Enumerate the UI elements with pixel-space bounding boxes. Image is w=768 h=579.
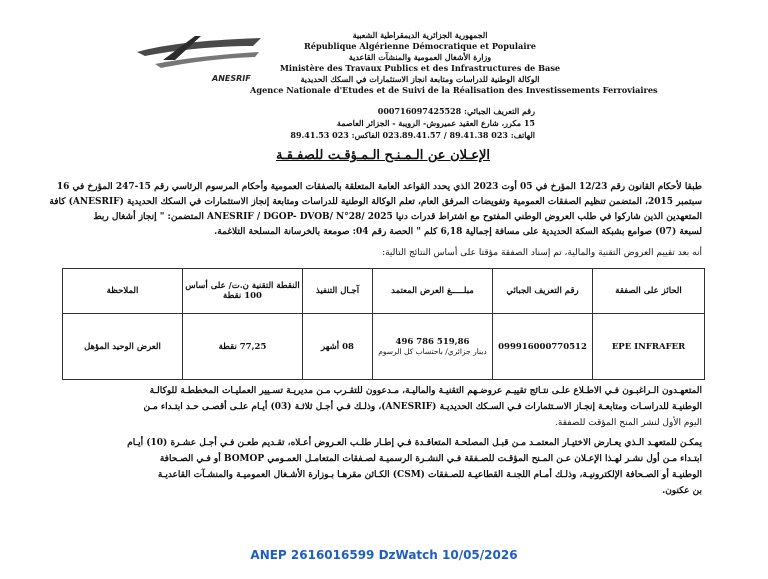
col-header-score: النقطة التقنية ن.ت/ على أساس 100 نقطة: [183, 269, 303, 314]
header-fr-line3: Agence Nationale d'Etudes et de Suivi de la Réalisation des Investissements Ferroviaires: [250, 85, 658, 95]
intro-line-3: المتعهدين الذين شاركوا في طلب العروض الوطني المفتوح مع اشتراط قدرات دنيا ANESRIF / DGOP- DVOB/ N°28/ 2025 المتضمن: " إنجاز أشغال ربط: [93, 212, 702, 222]
body-p2-line-4: بن عكنون.: [662, 486, 702, 496]
header-fr-line1: République Algérienne Démocratique et Populaire: [303, 41, 536, 51]
amount-value: 496 786 519,86: [395, 337, 470, 347]
contact-address: 15 مكرر، شارع العقيد عميروش- الرويبة - الجزائر العاصمة: [336, 118, 535, 128]
footer-reference: ANEP 2616016599 DzWatch 10/05/2026: [250, 548, 518, 562]
intro-line-4: لسبعة (07) صوامع بشبكة السكة الحديدية على مسافة إجمالية 6,18 كلم " الحصة رقم 04: صومعة بالخرسانة المسلحة التلاغمة.: [214, 227, 702, 237]
anesrif-logo: [135, 30, 265, 75]
cell-winner: EPE INFRAFER: [593, 314, 705, 380]
body-p1-line-2: الوطنيـة للدراسـات ومتابعـة إنجـاز الاسـتثمارات فـي السـكك الحديديـة (ANESRIF)، وذلـك فـي أجـل ثلاثـة (03) أيـام علـى أقصـى حـد ابتـداء مـن: [143, 402, 702, 412]
header-fr-line2: Ministère des Travaux Publics et des Infrastructures de Base: [279, 63, 561, 73]
col-header-amount: مبلـــــغ العرض المعتمد: [373, 269, 493, 314]
body-p2-line-1: يمكـن للمتعهـد الـذي يعـارض الاختيـار المعتمـد مـن قبـل المصلحـة المتعاقـدة فـي إطـار طلـب العـروض أعـلاه، تقـديم طعـن فـي أجـل عشـرة (10) أيـام: [127, 438, 702, 448]
body-p2-line-2: ابتـداء مـن أول نشـر لهـذا الإعـلان عـن المـنح المؤقـت للصـفقة فـي النشـرة الرسميـة لصـفقات المتعامـل العمـومي BOMOP أو فـي الصـحافة: [159, 454, 702, 464]
cell-remark: العرض الوحيد المؤهل: [63, 314, 183, 380]
cell-nif: 099916000770512: [493, 314, 593, 380]
results-table: [62, 268, 705, 380]
header-ar-line3: الوكالة الوطنية للدراسات ومتابعة انجاز الاستثمارات في السكك الحديدية: [300, 74, 540, 84]
col-header-winner: الحائز على الصفقة: [593, 269, 705, 314]
page-title: الإعـلان عن الـمـنـح الـمـؤقـت للصفـقـة: [276, 148, 490, 163]
contact-phones: الهاتف: 023 89.41.38 / 023.89.41.57 الفاكس: 023 89.41.53: [290, 130, 535, 140]
cell-delay: 08 أشهر: [303, 314, 373, 380]
logo-text: ANESRIF: [212, 74, 251, 83]
intro-line-5: أنه بعد تقييم العروض التقنية والمالية، تم إسناد الصفقة مؤقتا على أساس النتائج التالية:: [382, 248, 702, 258]
table-header-row: [63, 269, 705, 314]
col-header-remark: الملاحظة: [63, 269, 183, 314]
header-ar-line1: الجمهورية الجزائرية الديمقراطية الشعبية: [352, 30, 488, 40]
contact-nif: رقم التعريف الجبائي: 000716097425528: [377, 106, 535, 116]
cell-score: 77,25 نقطة: [183, 314, 303, 380]
body-p1-line-1: المتعهـدون الـراغبـون فـي الاطـلاع علـى نتـائج تقييـم عروضـهم التقنيـة والماليـة، مـدعوون للتقـرب مـن مديريـة تسـيير العمليـات المخططـة للوكالـة: [149, 386, 702, 396]
body-p2-line-3: الوطنيـة أو الصـحافة الإلكترونيـة، وذلـك أمـام اللجنـة القطاعيـة للصـفقات (CSM) الكـائن مقرهـا بـوزارة الأشـغال العموميـة والمنشـآت القاعديـة: [157, 470, 702, 480]
intro-line-2: سبتمبر 2015، المتضمن تنظيم الصفقات العمومية وتفويضات المرفق العام، تعلم الوكالة الوطنية للدراسات ومتابعة إنجاز الاستثمارات في السكك الحديدية (ANESRIF) كافة: [49, 197, 702, 207]
col-header-delay: آجـال التنفيذ: [303, 269, 373, 314]
header-ar-line2: وزارة الأشغال العمومية والمنشآت القاعدية: [348, 52, 492, 62]
table-row: [63, 314, 705, 380]
col-header-nif: رقم التعريف الجبائي: [493, 269, 593, 314]
intro-line-1: طبقا لأحكام القانون رقم 12/23 المؤرخ في 05 أوت 2023 الذي يحدد القواعد العامة المتعلقة بالصفقات العمومية وأحكام المرسوم الرئاسي رقم 15-247 المؤرخ في 16: [56, 182, 702, 192]
body-p1-line-3: اليوم الأول لنشر المنح المؤقت للصفقة.: [555, 418, 702, 428]
cell-amount: [373, 314, 493, 380]
amount-note: دينار جزائري/ باحتساب كل الرسوم: [378, 347, 487, 356]
